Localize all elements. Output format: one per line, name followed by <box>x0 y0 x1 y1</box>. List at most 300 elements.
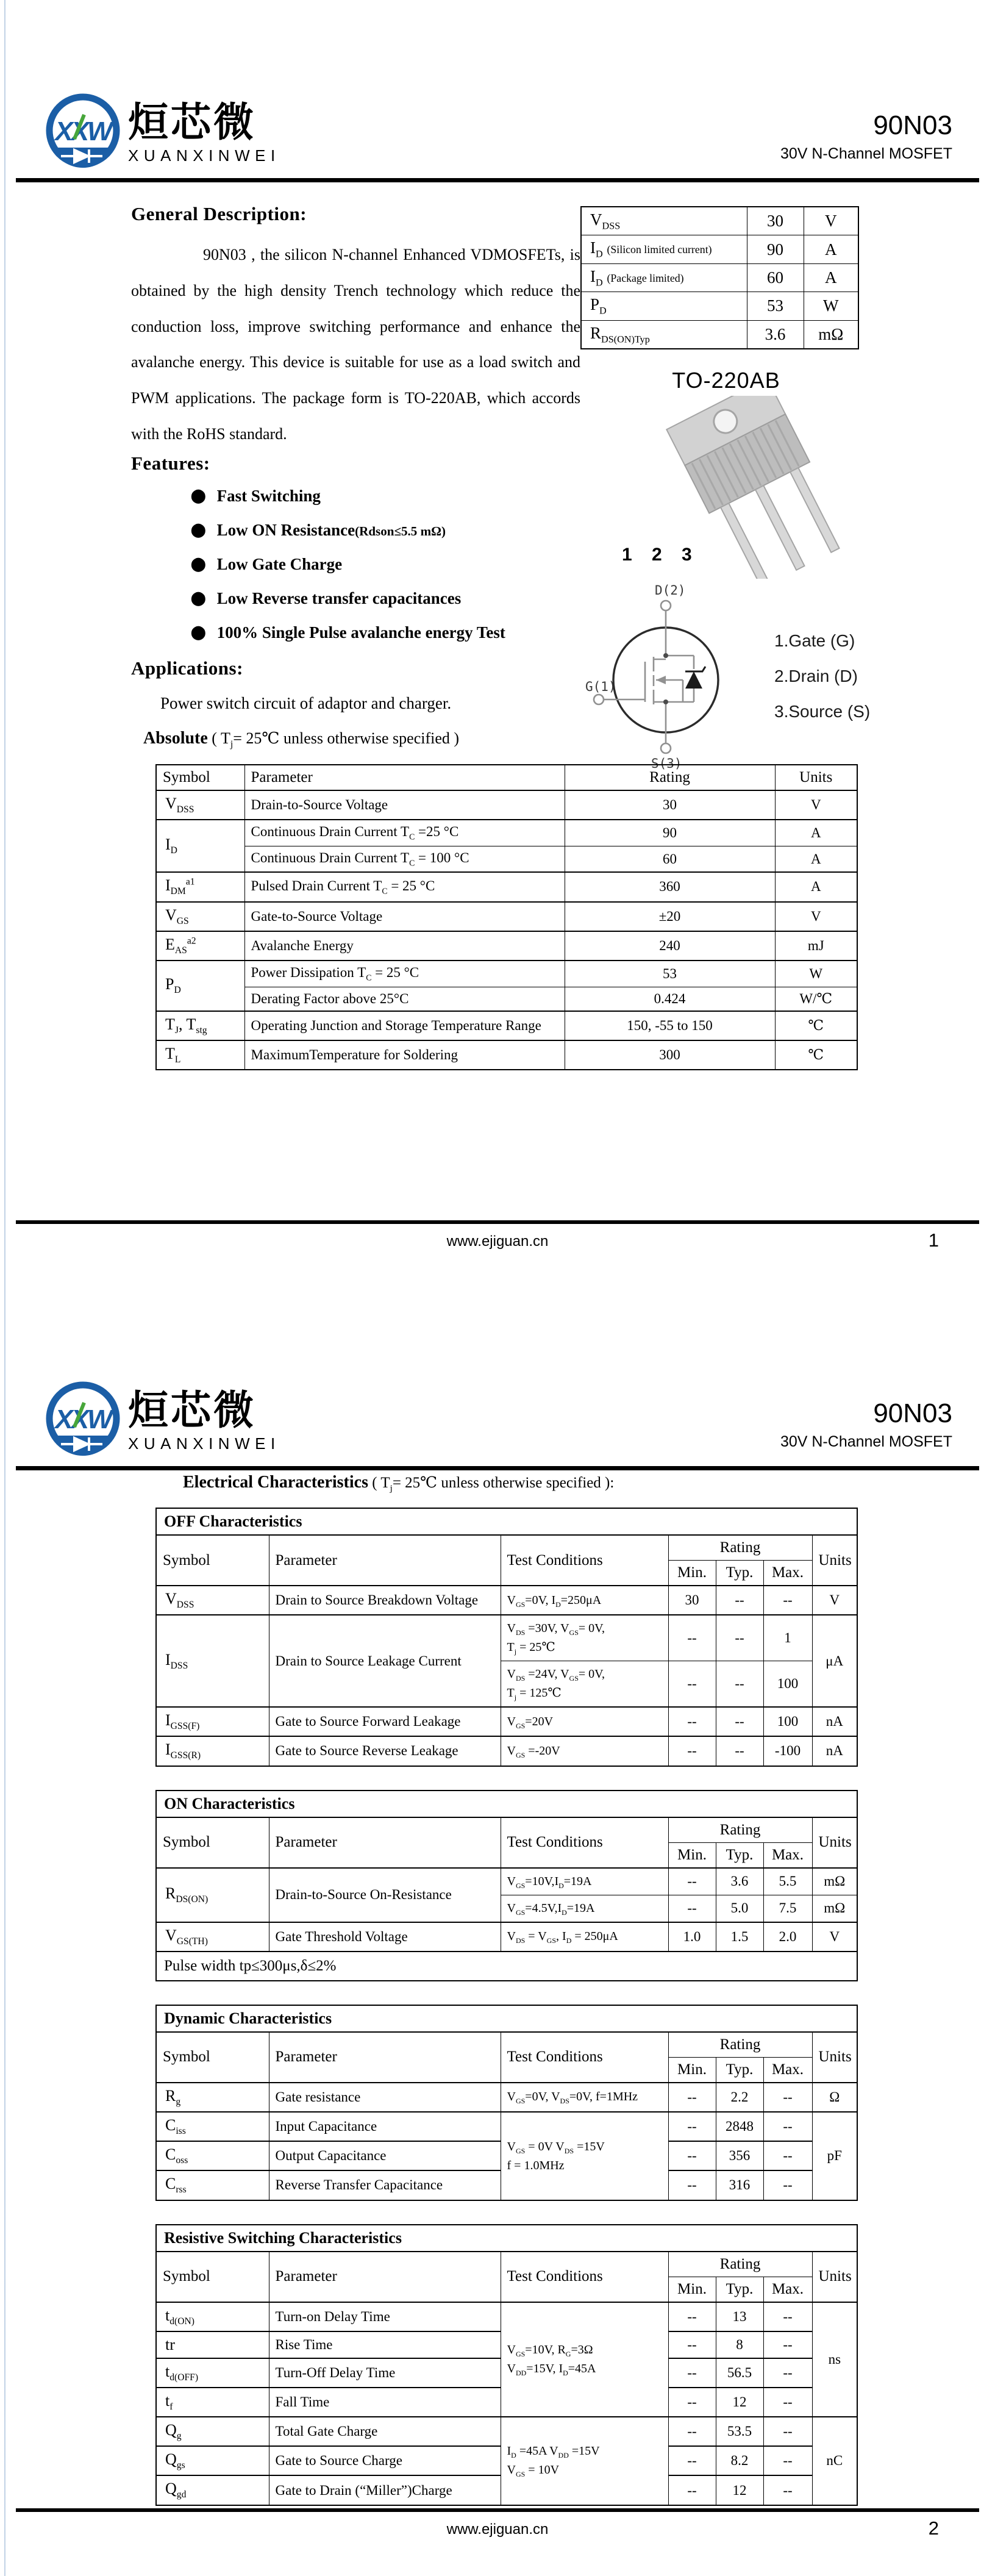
table-cell: $V_{GS} = 0V$ $V_{DS} =15V$ f = 1.0MHz <box>501 2112 668 2200</box>
logo-letters: XXW <box>55 116 111 146</box>
table-cell: $V_{GS}=4.5V,I_D=19A$ <box>501 1895 668 1922</box>
absolute-caption-rest: ( $T_j=$ 25℃ unless otherwise specified ) <box>212 729 460 750</box>
table-cell: pF <box>812 2112 857 2200</box>
feature-item: ⬤ 100% Single Pulse avalanche energy Test <box>191 623 505 642</box>
table-row <box>156 2225 857 2252</box>
table-cell: Gate-to-Source Voltage <box>244 902 565 931</box>
table-row <box>156 987 857 1011</box>
table-cell: -- <box>716 1736 763 1766</box>
table-cell: Gate to Drain (“Miller”)Charge <box>269 2475 501 2505</box>
table-cell: Units <box>812 1817 857 1868</box>
features-title: Features: <box>131 452 210 474</box>
table-cell: 150, -55 to 150 <box>565 1011 775 1040</box>
table-cell: 5.5 <box>763 1868 812 1895</box>
table-cell: $V_{DSS}$ <box>156 790 244 820</box>
table-cell: Parameter <box>269 2252 501 2302</box>
table-cell: 8.2 <box>716 2446 763 2475</box>
pin-legend-item: 3.Source (S) <box>774 701 871 721</box>
table-cell: Gate to Source Charge <box>269 2446 501 2475</box>
pin-legend <box>774 631 870 771</box>
table-cell: Drain-to-Source Voltage <box>244 790 565 820</box>
table-cell: $Q_{gd}$ <box>156 2475 269 2505</box>
table-cell: 30 <box>668 1586 716 1615</box>
table-cell: 13 <box>716 2302 763 2331</box>
table-cell: 300 <box>565 1040 775 1070</box>
table-cell: Continuous Drain Current $T_C = 100$ °C <box>244 846 565 872</box>
table-cell: 356 <box>716 2141 763 2170</box>
table-row <box>581 292 858 320</box>
table-cell: -- <box>668 2417 716 2446</box>
page-number: 2 <box>928 2517 939 2539</box>
table-cell: $E_{AS}^{a2}$ <box>156 931 244 961</box>
table-cell: Typ. <box>716 2277 763 2302</box>
table-cell: V <box>775 902 857 931</box>
table-cell: -- <box>668 1707 716 1736</box>
table-cell: Symbol <box>156 1535 269 1586</box>
table-cell: tr <box>156 2331 269 2358</box>
table-cell: 12 <box>716 2475 763 2505</box>
part-number: 90N03 <box>873 1398 952 1428</box>
table-cell: -- <box>668 2083 716 2112</box>
pin-legend-item: 2.Drain (D) <box>774 666 858 685</box>
table-cell: Typ. <box>716 1561 763 1586</box>
brand-name-english: XUANXINWEI <box>128 146 280 165</box>
table-row <box>156 1791 857 1817</box>
table-cell: $I_{GSS(R)}$ <box>156 1736 269 1766</box>
table-cell: $V_{DS} =30V$, $V_{GS}= 0V$, $T_j$ = 25℃ <box>501 1615 668 1661</box>
table-cell: Reverse Transfer Capacitance <box>269 2170 501 2200</box>
table-cell: W/℃ <box>775 987 857 1011</box>
table-cell: Max. <box>763 2057 812 2083</box>
table-cell: -- <box>763 2141 812 2170</box>
schematic-block <box>580 582 872 771</box>
table-cell: Ω <box>812 2083 857 2112</box>
table-cell: 8 <box>716 2331 763 2358</box>
table-row <box>156 2005 857 2032</box>
table-cell: Min. <box>668 1842 716 1868</box>
table-cell: Parameter <box>244 765 565 790</box>
table-cell: nA <box>812 1736 857 1766</box>
table-cell: 1.5 <box>716 1922 763 1952</box>
table-cell: -- <box>763 2417 812 2446</box>
table-cell: $t_{d(OFF)}$ <box>156 2358 269 2388</box>
table-cell: $V_{GS}=20V$ <box>501 1707 668 1736</box>
table-cell: -- <box>668 1736 716 1766</box>
table-cell: Parameter <box>269 1535 501 1586</box>
table-cell: Derating Factor above 25°C <box>244 987 565 1011</box>
table-cell: Units <box>812 1535 857 1586</box>
table-row <box>156 2083 857 2112</box>
table-cell: -- <box>668 1661 716 1708</box>
table-cell: $V_{GS}=10V,I_D=19A$ <box>501 1868 668 1895</box>
bullet-icon: ⬤ <box>191 521 206 537</box>
footer-rule <box>16 1220 979 1224</box>
key-parameters-table <box>580 206 859 349</box>
table-cell: 90 <box>565 820 775 846</box>
table-cell: $P_D$ <box>156 961 244 1011</box>
table-cell: $V_{GS} =-20V$ <box>501 1736 668 1766</box>
table-cell: Power Dissipation $T_C = 25$ °C <box>244 961 565 987</box>
logo-mark-icon <box>44 90 122 172</box>
table-cell: -- <box>763 2388 812 2417</box>
table-cell: -- <box>668 2331 716 2358</box>
applications-title: Applications: <box>131 657 243 679</box>
table-cell: Symbol <box>156 1817 269 1868</box>
table-row <box>156 931 857 961</box>
table-row <box>156 1736 857 1766</box>
table-cell: $Q_{gs}$ <box>156 2446 269 2475</box>
table-cell: Continuous Drain Current $T_C =25$ °C <box>244 820 565 846</box>
table-cell: -- <box>716 1586 763 1615</box>
logo-letters: XXW <box>55 1404 111 1434</box>
table-row <box>156 1615 857 1661</box>
table-row <box>156 1508 857 1535</box>
table-cell: $I_{DSS}$ <box>156 1615 269 1707</box>
table-cell: 56.5 <box>716 2358 763 2388</box>
table-row <box>156 1586 857 1615</box>
table-cell: 30 <box>565 790 775 820</box>
table-cell: $V_{GS}=0V$, $V_{DS}=0V$, f=1MHz <box>501 2083 668 2112</box>
company-logo <box>44 1378 280 1460</box>
table-cell: $T_L$ <box>156 1040 244 1070</box>
table-cell: 12 <box>716 2388 763 2417</box>
ec-heading-bold: Electrical Characteristics <box>183 1473 368 1492</box>
electrical-characteristics-heading <box>183 1473 614 1494</box>
table-row <box>156 1535 857 1561</box>
table-cell: -- <box>763 2446 812 2475</box>
table-cell: 316 <box>716 2170 763 2200</box>
table-cell: Gate resistance <box>269 2083 501 2112</box>
table-cell: Symbol <box>156 765 244 790</box>
schematic-gate-label: G(1) <box>585 679 616 694</box>
bullet-icon: ⬤ <box>191 487 206 503</box>
table-cell: Pulsed Drain Current $T_C = 25$ °C <box>244 872 565 901</box>
table-cell: 360 <box>565 872 775 901</box>
table-cell: $V_{DS} = V_{GS}$, $I_D = 250\mu A$ <box>501 1922 668 1952</box>
bullet-icon: ⬤ <box>191 590 206 606</box>
table-cell: -- <box>668 2112 716 2141</box>
table-cell: $V_{GS}=0V$, $I_D=250\mu A$ <box>501 1586 668 1615</box>
table-cell: Drain to Source Leakage Current <box>269 1615 501 1707</box>
table-cell: -- <box>668 1895 716 1922</box>
logo-text-block <box>128 1378 280 1453</box>
part-subtitle: 30V N-Channel MOSFET <box>780 145 952 163</box>
table-row <box>156 961 857 987</box>
footer-website: www.ejiguan.cn <box>446 2521 549 2538</box>
table-cell: ±20 <box>565 902 775 931</box>
table-cell: mΩ <box>804 320 858 349</box>
header-right-block <box>780 1399 952 1451</box>
table-cell: ℃ <box>775 1040 857 1070</box>
general-description-text: 90N03 , the silicon N-channel Enhanced VDMOSFETs, is obtained by the high density Trench technology which reduce the conduction loss, improve switching performance and enhance the avalanche energy. This device is suitable for use as a load switch and PWM applications. The package form is TO-220AB, which accords with the RoHS standard. <box>131 246 580 443</box>
table-cell: -- <box>668 2388 716 2417</box>
table-cell: nC <box>812 2417 857 2505</box>
table-row <box>156 846 857 872</box>
table-cell: -- <box>668 2358 716 2388</box>
table-cell: 1 <box>763 1615 812 1661</box>
table-cell: Operating Junction and Storage Temperature Range <box>244 1011 565 1040</box>
table-cell: nA <box>812 1707 857 1736</box>
table-row <box>581 263 858 292</box>
table-cell: 90 <box>747 235 804 263</box>
table-cell: Rating <box>668 1817 812 1843</box>
table-cell: -- <box>668 2446 716 2475</box>
table-cell: Pulse width tp≤300μs,δ≤2% <box>156 1952 857 1981</box>
table-cell: -- <box>763 2083 812 2112</box>
dynamic-characteristics-table <box>155 2005 858 2201</box>
table-cell: Symbol <box>156 2032 269 2083</box>
table-cell: Test Conditions <box>501 1817 668 1868</box>
table-cell: 3.6 <box>747 320 804 349</box>
table-cell: Resistive Switching Characteristics <box>156 2225 857 2252</box>
table-cell: $t_{d(ON)}$ <box>156 2302 269 2331</box>
table-cell: $I_{DM}^{a1}$ <box>156 872 244 901</box>
table-cell: Gate to Source Reverse Leakage <box>269 1736 501 1766</box>
table-cell: Max. <box>763 1561 812 1586</box>
table-cell: $I_D$ (Silicon limited current) <box>581 235 747 263</box>
table-cell: Gate Threshold Voltage <box>269 1922 501 1952</box>
table-cell: 3.6 <box>716 1868 763 1895</box>
table-cell: A <box>775 872 857 901</box>
table-cell: Fall Time <box>269 2388 501 2417</box>
ec-heading-rest: ( $T_j=$ 25℃ unless otherwise specified ): <box>372 1475 615 1494</box>
table-cell: $R_g$ <box>156 2083 269 2112</box>
page2-tables-column <box>155 1508 857 2529</box>
table-cell: MaximumTemperature for Soldering <box>244 1040 565 1070</box>
table-row <box>156 1707 857 1736</box>
table-cell: -- <box>716 1661 763 1708</box>
table-cell: -- <box>763 2331 812 2358</box>
table-row <box>156 790 857 820</box>
pin-legend-item: 1.Gate (G) <box>774 631 855 650</box>
part-number: 90N03 <box>873 110 952 140</box>
table-cell: mΩ <box>812 1868 857 1895</box>
table-cell: -100 <box>763 1736 812 1766</box>
table-cell: 100 <box>763 1661 812 1708</box>
table-cell: W <box>775 961 857 987</box>
table-cell: 53 <box>747 292 804 320</box>
brand-name-english: XUANXINWEI <box>128 1434 280 1453</box>
footer-rule <box>16 2508 979 2512</box>
on-characteristics-table <box>155 1790 858 1981</box>
table-cell: -- <box>668 2170 716 2200</box>
header-right-block <box>780 111 952 163</box>
logo-text-block <box>128 90 280 165</box>
table-cell: 7.5 <box>763 1895 812 1922</box>
table-row <box>156 902 857 931</box>
table-cell: -- <box>668 2302 716 2331</box>
table-row <box>156 1922 857 1952</box>
table-row <box>156 1868 857 1895</box>
table-cell: Rating <box>668 1535 812 1561</box>
table-cell: μA <box>812 1615 857 1707</box>
table-cell: Test Conditions <box>501 2252 668 2302</box>
table-cell: -- <box>668 2475 716 2505</box>
table-cell: $V_{DSS}$ <box>156 1586 269 1615</box>
table-cell: Parameter <box>269 1817 501 1868</box>
logo-mark-icon <box>44 1378 122 1460</box>
table-cell: Drain-to-Source On-Resistance <box>269 1868 501 1922</box>
table-row <box>156 1040 857 1070</box>
table-cell: Units <box>775 765 857 790</box>
package-image-block <box>580 396 867 579</box>
table-cell: A <box>775 820 857 846</box>
bullet-icon: ⬤ <box>191 624 206 640</box>
table-cell: 53.5 <box>716 2417 763 2446</box>
table-cell: -- <box>763 1586 812 1615</box>
table-cell: 60 <box>565 846 775 872</box>
scan-edge-line <box>4 0 5 2576</box>
table-row <box>156 872 857 901</box>
page1-left-column <box>131 203 580 750</box>
bullet-icon: ⬤ <box>191 556 206 571</box>
resistive-switching-characteristics-table <box>155 2224 858 2506</box>
table-row <box>156 2417 857 2446</box>
table-cell: Rating <box>565 765 775 790</box>
table-cell: Dynamic Characteristics <box>156 2005 857 2032</box>
table-row <box>581 320 858 349</box>
brand-name-chinese: 烜芯微 <box>128 99 256 146</box>
feature-item: ⬤ Low ON Resistance(Rdson≤5.5 mΩ) <box>191 520 446 539</box>
table-cell: $I_D$ <box>156 820 244 872</box>
header-rule <box>16 178 979 182</box>
general-description-title: General Description: <box>131 203 307 224</box>
table-cell: 60 <box>747 263 804 292</box>
table-cell: Avalanche Energy <box>244 931 565 961</box>
absolute-caption-bold: Absolute <box>143 728 208 748</box>
company-logo <box>44 90 280 172</box>
brand-name-chinese: 烜芯微 <box>128 1387 256 1434</box>
table-cell: ns <box>812 2302 857 2417</box>
table-cell: -- <box>716 1615 763 1661</box>
mosfet-symbol-schematic <box>580 582 745 771</box>
table-cell: V <box>804 207 858 235</box>
table-cell: 240 <box>565 931 775 961</box>
table-cell: Turn-Off Delay Time <box>269 2358 501 2388</box>
table-row <box>581 207 858 235</box>
absolute-ratings-caption <box>143 729 580 750</box>
page-header <box>44 90 952 179</box>
table-cell: $R_{DS(ON)}$ <box>156 1868 269 1922</box>
table-cell: Drain to Source Breakdown Voltage <box>269 1586 501 1615</box>
table-cell: 2848 <box>716 2112 763 2141</box>
table-cell: Input Capacitance <box>269 2112 501 2141</box>
table-cell: V <box>812 1586 857 1615</box>
footer-website: www.ejiguan.cn <box>446 1233 549 1250</box>
table-cell: $T_J$, $T_{stg}$ <box>156 1011 244 1040</box>
table-row <box>156 820 857 846</box>
table-row <box>156 2032 857 2058</box>
table-row <box>156 765 857 790</box>
table-cell: Output Capacitance <box>269 2141 501 2170</box>
table-cell: Typ. <box>716 1842 763 1868</box>
table-cell: ℃ <box>775 1011 857 1040</box>
table-row <box>156 1952 857 1981</box>
table-cell: Units <box>812 2252 857 2302</box>
table-cell: A <box>775 846 857 872</box>
page1-right-column <box>580 206 872 771</box>
table-cell: Rise Time <box>269 2331 501 2358</box>
table-cell: $C_{rss}$ <box>156 2170 269 2200</box>
table-cell: 5.0 <box>716 1895 763 1922</box>
schematic-source-label: S(3) <box>651 756 682 771</box>
table-cell: Total Gate Charge <box>269 2417 501 2446</box>
table-cell: 2.2 <box>716 2083 763 2112</box>
table-cell: Gate to Source Forward Leakage <box>269 1707 501 1736</box>
table-cell: $V_{DSS}$ <box>581 207 747 235</box>
table-row <box>156 2302 857 2331</box>
table-cell: ON Characteristics <box>156 1791 857 1817</box>
table-cell: $V_{DS} =24V$, $V_{GS}= 0V$, $T_j$ = 125℃ <box>501 1661 668 1708</box>
table-cell: $P_D$ <box>581 292 747 320</box>
table-cell: 0.424 <box>565 987 775 1011</box>
table-row <box>156 2252 857 2277</box>
page-2 <box>0 1288 995 2576</box>
page-header <box>44 1378 952 1467</box>
table-cell: Max. <box>763 1842 812 1868</box>
table-cell: 100 <box>763 1707 812 1736</box>
table-cell: $C_{iss}$ <box>156 2112 269 2141</box>
table-row <box>156 2112 857 2141</box>
table-cell: -- <box>716 1707 763 1736</box>
table-cell: Test Conditions <box>501 2032 668 2083</box>
package-title: TO-220AB <box>672 367 780 393</box>
table-cell: -- <box>763 2475 812 2505</box>
table-cell: Max. <box>763 2277 812 2302</box>
table-cell: V <box>775 790 857 820</box>
feature-item: ⬤ Low Reverse transfer capacitances <box>191 589 462 607</box>
table-cell: $I_{GSS(F)}$ <box>156 1707 269 1736</box>
table-row <box>581 235 858 263</box>
feature-item: ⬤ Fast Switching <box>191 486 321 505</box>
table-row <box>156 1011 857 1040</box>
table-cell: Turn-on Delay Time <box>269 2302 501 2331</box>
table-cell: -- <box>668 1868 716 1895</box>
package-pin-numbers: 1 2 3 <box>622 544 699 565</box>
table-cell: -- <box>763 2302 812 2331</box>
part-subtitle: 30V N-Channel MOSFET <box>780 1433 952 1451</box>
table-cell: 2.0 <box>763 1922 812 1952</box>
table-cell: $V_{GS(TH)}$ <box>156 1922 269 1952</box>
table-cell: $C_{oss}$ <box>156 2141 269 2170</box>
page-number: 1 <box>928 1229 939 1251</box>
header-rule <box>16 1466 979 1470</box>
absolute-maximum-ratings-table <box>155 764 858 1070</box>
table-cell: OFF Characteristics <box>156 1508 857 1535</box>
table-cell: Min. <box>668 2057 716 2083</box>
table-cell: 1.0 <box>668 1922 716 1952</box>
table-cell: Typ. <box>716 2057 763 2083</box>
table-cell: 53 <box>565 961 775 987</box>
table-cell: -- <box>763 2112 812 2141</box>
table-cell: Rating <box>668 2252 812 2277</box>
table-cell: Rating <box>668 2032 812 2058</box>
table-cell: Parameter <box>269 2032 501 2083</box>
table-cell: Units <box>812 2032 857 2083</box>
table-cell: $I_D$ (Package limited) <box>581 263 747 292</box>
table-cell: A <box>804 263 858 292</box>
table-cell: $t_f$ <box>156 2388 269 2417</box>
applications-text: Power switch circuit of adaptor and charger. <box>160 693 452 712</box>
schematic-drain-label: D(2) <box>655 582 686 598</box>
table-cell: $Q_g$ <box>156 2417 269 2446</box>
table-cell: $V_{GS}$ <box>156 902 244 931</box>
table-cell: $R_{DS(ON)Typ}$ <box>581 320 747 349</box>
table-row <box>156 1817 857 1843</box>
features-list <box>191 487 580 642</box>
table-cell: -- <box>763 2358 812 2388</box>
table-cell: mΩ <box>812 1895 857 1922</box>
